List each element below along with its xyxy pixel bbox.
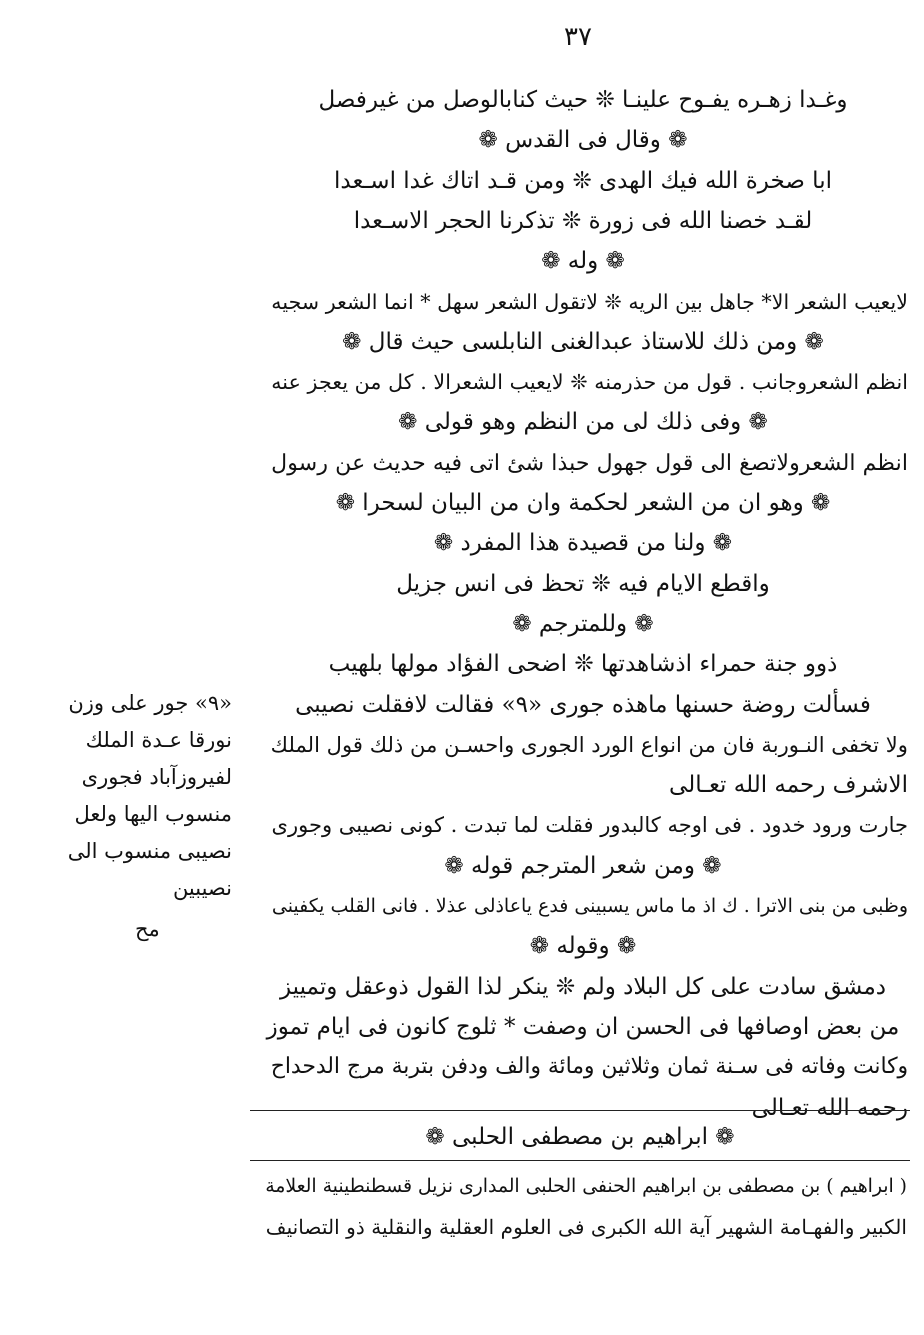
heading-line: ❁ وقال فى القدس ❁ [478,127,688,153]
side-note-line: نورقا عـدة الملك [85,728,232,752]
heading-line: ❁ ومن شعر المترجم قوله ❁ [444,853,722,879]
text-line: الاشرف رحمه الله تعـالى [669,772,908,798]
divider-top [250,1110,910,1111]
divider-bottom [250,1160,910,1161]
text-line: واقطع الايام فيه ❊ تحظ فى انس جزيل [396,571,770,597]
page-number: ٣٧ [564,22,592,52]
text-line: وظبى من بنى الاترا . ك اذ ما ماس يسبينى فدع ياعاذلى عذلا . فانى القلب يكفينى [271,895,908,917]
heading-line: ❁ وقوله ❁ [529,933,637,959]
heading-line: ❁ وهو ان من الشعر لحكمة وان من البيان لسحرا ❁ [335,490,831,516]
text-line: ولا تخفى النـوربة فان من انواع الورد الجورى واحسـن من ذلك قول الملك [270,732,908,757]
text-line: دمشق سادت على كل البلاد ولم ❊ ينكر لذا القول ذوعقل وتمييز [279,974,887,1000]
side-note-line: نصيبى منسوب الى [67,839,232,863]
side-note-line: منسوب اليها ولعل [74,802,232,826]
text-line: ذوو جنة حمراء اذشاهدتها ❊ اضحى الفؤاد مولها بلهيب [328,651,838,677]
text-line: لايعيب الشعر الا* جاهل بين الريه ❊ لاتقول الشعر سهل * انما الشعر سجيه [271,290,908,314]
heading-line: ❁ وله ❁ [541,248,625,274]
heading-line: ❁ ولنا من قصيدة هذا المفرد ❁ [433,530,733,556]
text-line: انظم الشعرولاتصغ الى قول جهول حبذا شئ اتى فيه حديث عن رسول [271,450,908,476]
section-text-line: ( ابراهيم ) بن مصطفى بن ابراهيم الحنفى الحلبى المدارى نزيل قسطنطينية العلامة [265,1176,907,1197]
text-line: فسألت روضة حسنها ماهذه جورى «٩» فقالت لافقلت نصيبى [295,692,871,718]
heading-line: ❁ وللمترجم ❁ [512,611,654,637]
text-line: من بعض اوصافها فى الحسن ان وصفت * ثلوج كانون فى ايام تموز [266,1014,900,1040]
text-line: وغـدا زهـره يفـوح علينـا ❊ حيث كنابالوصل من غيرفصل [318,87,848,113]
text-line: وكانت وفاته فى سـنة ثمان وثلاثين ومائة والف ودفن بتربة مرج الدحداح [270,1054,908,1079]
text-line: انظم الشعروجانب . قول من حذرمنه ❊ لايعيب الشعرالا . كل من يعجز عنه [271,370,908,394]
heading-line: ❁ ومن ذلك للاستاذ عبدالغنى النابلسى حيث قال ❁ [342,329,824,355]
text-line: رحمه الله تعـالى [751,1095,908,1121]
text-line: لقـد خصنا الله فى زورة ❊ تذكرنا الحجر الاسـعدا [353,208,813,234]
section-title: ❁ ابراهيم بن مصطفى الحلبى ❁ [425,1124,735,1150]
text-line: ابا صخرة الله فيك الهدى ❊ ومن قـد اتاك غدا اسـعدا [334,168,832,194]
side-note-line: مح [135,917,160,941]
side-note-line: نصيبين [172,876,232,900]
side-note-line: «٩» جور على وزن [68,691,232,715]
section-text-line: الكبير والفهـامة الشهير آية الله الكبرى فى العلوم العقلية والنقلية ذو التصانيف [265,1215,907,1239]
heading-line: ❁ وفى ذلك لى من النظم وهو قولى ❁ [398,409,768,435]
side-note-line: لفيروزآباد فجورى [81,765,232,789]
text-line: جارت ورود خدود . فى اوجه كالبدور فقلت لما تبدت . كونى نصيبى وجورى [271,812,908,837]
